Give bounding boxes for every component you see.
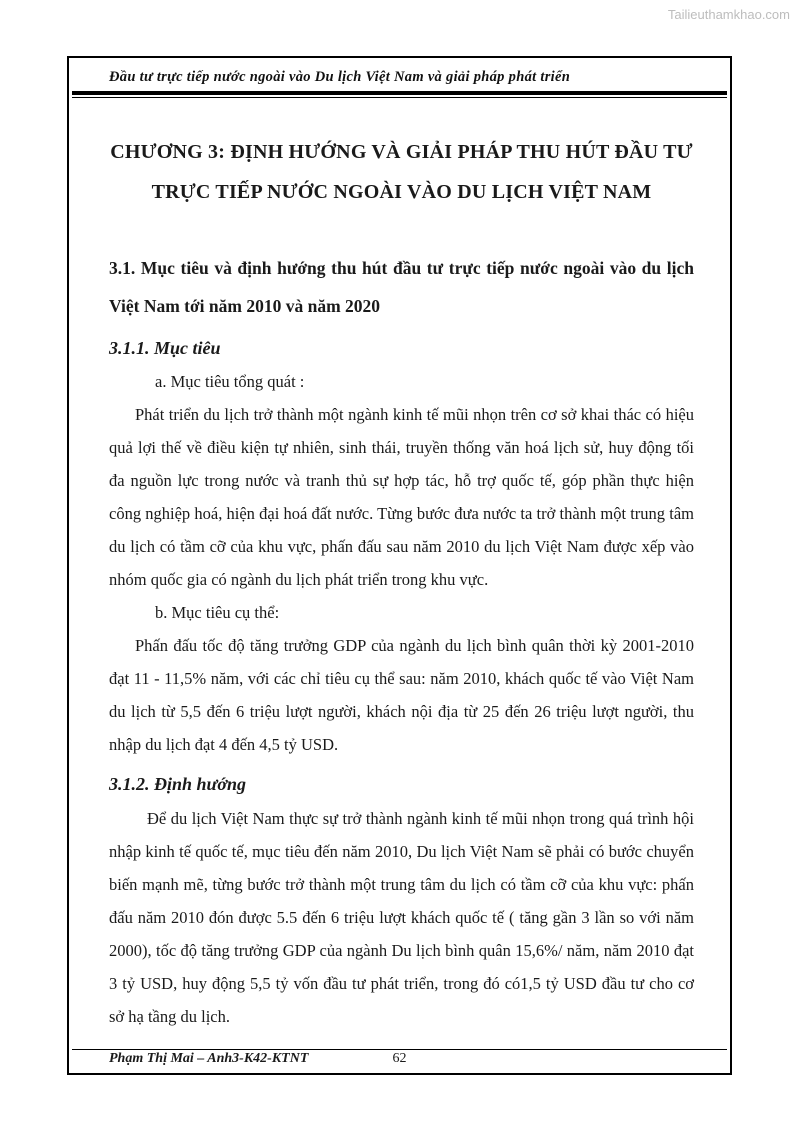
watermark: Tailieuthamkhao.com [667,7,790,22]
subsection-3-1-2-heading: 3.1.2. Định hướng [109,774,246,795]
section-3-1-heading: 3.1. Mục tiêu và định hướng thu hút đầu tư trực tiếp nước ngoài vào du lịch Việt Nam tới năm 2010 và năm 2020 [109,258,694,316]
footer-row [69,1050,730,1071]
subsection-3-1-1-heading: 3.1.1. Mục tiêu [109,338,221,359]
page-border-frame [67,56,732,1075]
page-number: 62 [392,1051,407,1066]
page-footer [69,1049,730,1072]
header-divider [72,91,727,98]
paragraph-orientation: Để du lịch Việt Nam thực sự trở thành ngành kinh tế mũi nhọn trong quá trình hội nhập kinh tế quốc tế, mục tiêu đến năm 2010, Du lịch Việt Nam sẽ phải có bước chuyển biến mạnh mẽ, từng bước trở thành một trung tâm du lịch có tầm cỡ của khu vực: phấn đấu năm 2010 đón được 5.5 đến 6 triệu lượt khách quốc tế ( tăng gần 3 lần so với năm 2000), tốc độ tăng trưởng GDP của ngành Du lịch bình quân 15,6%/ năm, năm 2010 đạt 3 tỷ USD, huy động 5,5 tỷ vốn đầu tư phát triển, trong đó có1,5 tỷ USD đầu tư cho cơ sở hạ tầng du lịch. [109,808,694,1026]
paragraph-general-objective: Phát triển du lịch trở thành một ngành kinh tế mũi nhọn trên cơ sở khai thác có hiệu quả lợi thế về điều kiện tự nhiên, sinh thái, truyền thống văn hoá lịch sử, huy động tối đa nguồn lực trong nước và tranh thủ sự hợp tác, hỗ trợ quốc tế, góp phần thực hiện công nghiệp hoá, hiện đại hoá đất nước. Từng bước đưa nước ta trở thành một trung tâm du lịch có tầm cỡ của khu vực, phấn đấu sau năm 2010 du lịch Việt Nam được xếp vào nhóm quốc gia có ngành du lịch phát triển trong khu vực. [109,405,694,590]
paragraph-specific-objective: Phấn đấu tốc độ tăng trưởng GDP của ngành du lịch bình quân thời kỳ 2001-2010 đạt 11 - 11,5% năm, với các chỉ tiêu cụ thể sau: năm 2010, khách quốc tế vào Việt Nam du lịch từ 5,5 đến 6 triệu lượt người, khách nội địa từ 25 đến 26 triệu lượt người, thu nhập du lịch đạt 4 đến 4,5 tỷ USD. [109,636,694,755]
item-b-label: b. Mục tiêu cụ thể: [155,603,280,623]
running-header [69,58,730,86]
page-body [69,132,730,1033]
header-rule-thick [72,91,727,95]
running-header-title: Đầu tư trực tiếp nước ngoài vào Du lịch Việt Nam và giải pháp phát triển [109,69,571,85]
footer-author: Phạm Thị Mai – Anh3-K42-KTNT [109,1051,309,1066]
header-rule-thin [72,97,727,99]
chapter-title: CHƯƠNG 3: ĐỊNH HƯỚNG VÀ GIẢI PHÁP THU HÚT ĐẦU TƯ TRỰC TIẾP NƯỚC NGOÀI VÀO DU LỊCH VIỆT NAM [110,141,693,203]
item-a-label: a. Mục tiêu tổng quát : [155,372,305,392]
